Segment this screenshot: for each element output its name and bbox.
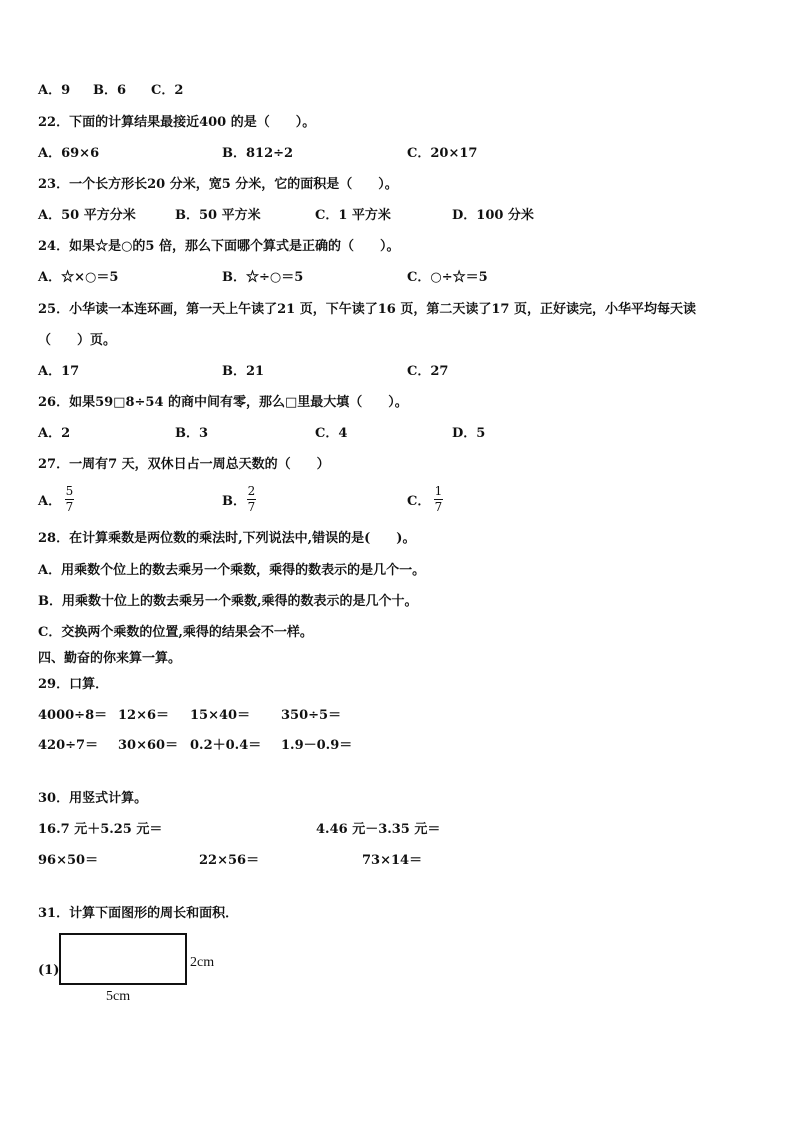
q27-option-b-label: B． <box>222 494 246 509</box>
q29-item: 30×60＝ <box>118 738 179 753</box>
q29-item: 0.2＋0.4＝ <box>190 738 262 753</box>
q29-item: 420÷7＝ <box>38 738 99 753</box>
q28-option-a: A．用乘数个位上的数去乘另一个乘数，乘得的数表示的是几个一。 <box>38 563 426 578</box>
fraction-denominator: 7 <box>65 500 74 514</box>
q30-item: 22×56＝ <box>199 853 260 868</box>
q27-option-b-fraction <box>247 485 256 514</box>
q27-stem: 27．一周有7 天，双休日占一周总天数的（ ） <box>38 457 330 472</box>
q31-figure-label: (1) <box>38 963 60 978</box>
q23-option-a: A．50 平方分米 <box>38 208 136 223</box>
q23-option-c: C．1 平方米 <box>315 208 391 223</box>
q29-item: 15×40＝ <box>190 708 251 723</box>
rectangle-height-label: 2cm <box>190 955 215 970</box>
q24-option-a: A．☆×○＝5 <box>38 270 119 285</box>
q29-item: 350÷5＝ <box>281 708 342 723</box>
q26-option-d: D．5 <box>452 426 486 441</box>
q25-stem-line2: （ ）页。 <box>38 333 117 348</box>
q27-option-c-fraction <box>434 485 443 514</box>
q21-option-a: A．9 <box>38 83 71 98</box>
q26-stem: 26．如果59□8÷54 的商中间有零，那么□里最大填（ ）。 <box>38 395 408 410</box>
fraction-numerator: 5 <box>65 484 74 498</box>
fraction-denominator: 7 <box>247 500 256 514</box>
q28-option-c: C．交换两个乘数的位置,乘得的结果会不一样。 <box>38 625 313 640</box>
q25-option-b: B．21 <box>222 364 265 379</box>
q22-option-b: B．812÷2 <box>222 146 294 161</box>
q22-option-c: C．20×17 <box>407 146 478 161</box>
q27-option-c-label: C． <box>407 494 431 509</box>
fraction-numerator: 1 <box>434 484 443 498</box>
rectangle-figure <box>59 933 187 985</box>
section-heading: 四、勤奋的你来算一算。 <box>38 651 182 666</box>
q22-stem: 22．下面的计算结果最接近400 的是（ ）。 <box>38 115 316 130</box>
q26-option-c: C．4 <box>315 426 348 441</box>
q24-option-b: B．☆÷○＝5 <box>222 270 304 285</box>
q29-item: 1.9－0.9＝ <box>281 738 353 753</box>
q26-option-a: A．2 <box>38 426 71 441</box>
q30-item: 16.7 元＋5.25 元＝ <box>38 822 163 837</box>
q31-stem: 31．计算下面图形的周长和面积． <box>38 906 239 921</box>
rectangle-width-label: 5cm <box>106 989 131 1004</box>
q30-item: 73×14＝ <box>362 853 423 868</box>
q22-option-a: A．69×6 <box>38 146 100 161</box>
fraction-numerator: 2 <box>247 484 256 498</box>
q21-option-b: B．6 <box>93 83 127 98</box>
q21-option-c: C．2 <box>151 83 184 98</box>
q23-stem: 23．一个长方形长20 分米，宽5 分米，它的面积是（ ）。 <box>38 177 398 192</box>
q30-item: 96×50＝ <box>38 853 99 868</box>
q28-option-b: B．用乘数十位上的数去乘另一个乘数,乘得的数表示的是几个十。 <box>38 594 418 609</box>
q29-stem: 29．口算． <box>38 677 109 692</box>
q27-option-a-fraction <box>65 485 74 514</box>
q25-stem-line1: 25．小华读一本连环画，第一天上午读了21 页，下午读了16 页，第二天读了17 页，正好读完，小华平均每天读 <box>38 302 696 317</box>
fraction-denominator: 7 <box>434 500 443 514</box>
q30-item: 4.46 元－3.35 元＝ <box>316 822 441 837</box>
q28-stem: 28．在计算乘数是两位数的乘法时,下列说法中,错误的是( )。 <box>38 531 416 546</box>
q23-option-d: D．100 分米 <box>452 208 534 223</box>
q24-option-c: C．○÷☆＝5 <box>407 270 488 285</box>
q27-option-a-label: A． <box>38 494 62 509</box>
q25-option-a: A．17 <box>38 364 80 379</box>
q30-stem: 30．用竖式计算。 <box>38 791 148 806</box>
q26-option-b: B．3 <box>175 426 209 441</box>
q25-option-c: C．27 <box>407 364 449 379</box>
q29-item: 4000÷8＝ <box>38 708 108 723</box>
q29-item: 12×6＝ <box>118 708 170 723</box>
q23-option-b: B．50 平方米 <box>175 208 261 223</box>
q24-stem: 24．如果☆是○的5 倍，那么下面哪个算式是正确的（ ）。 <box>38 239 400 254</box>
